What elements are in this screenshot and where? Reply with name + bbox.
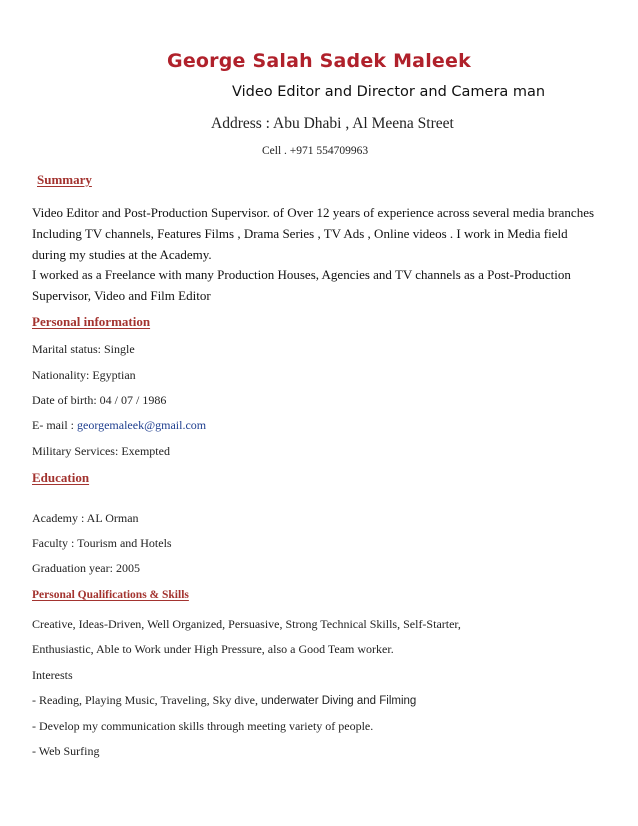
date-of-birth: Date of birth: 04 / 07 / 1986 xyxy=(32,393,167,407)
graduation-year: Graduation year: 2005 xyxy=(32,561,140,575)
marital-status: Marital status: Single xyxy=(32,342,135,356)
education-heading: Education xyxy=(32,470,90,485)
interest-item-1-text: - Reading, Playing Music, Traveling, Sky dive, xyxy=(32,693,261,707)
interest-item-3: - Web Surfing xyxy=(32,744,100,758)
interest-item-1 xyxy=(32,693,416,708)
personal-info-heading: Personal information xyxy=(32,314,151,329)
nationality: Nationality: Egyptian xyxy=(32,368,136,382)
job-title: Video Editor and Director and Camera man xyxy=(232,84,546,100)
address-line: Address : Abu Dhabi , Al Meena Street xyxy=(211,115,454,132)
candidate-name: George Salah Sadek Maleek xyxy=(167,50,471,72)
qualifications-line-2: Enthusiastic, Able to Work under High Pressure, also a Good Team worker. xyxy=(32,642,394,656)
interest-item-2: - Develop my communication skills through meeting variety of people. xyxy=(32,719,374,733)
email-line xyxy=(32,418,206,433)
military-service: Military Services: Exempted xyxy=(32,444,170,458)
education-academy: Academy : AL Orman xyxy=(32,511,139,525)
education-faculty: Faculty : Tourism and Hotels xyxy=(32,536,172,550)
email-link[interactable]: georgemaleek@gmail.com xyxy=(77,418,207,432)
summary-paragraph-1: Video Editor and Post-Production Supervisor. of Over 12 years of experience across several media branches Including TV channels, Features Films , Drama Series , TV Ads , Online videos . I work in Media field during my studies at the Academy. xyxy=(32,205,595,262)
email-label: E- mail : xyxy=(32,418,77,432)
qualifications-line-1: Creative, Ideas-Driven, Well Organized, Persuasive, Strong Technical Skills, Self-Starter, xyxy=(32,617,461,631)
interest-item-1-tail: underwater Diving and Filming xyxy=(261,695,417,707)
phone-line: Cell . +971 554709963 xyxy=(262,145,369,157)
summary-heading: Summary xyxy=(37,172,92,187)
interests-label: Interests xyxy=(32,668,73,682)
qualifications-heading: Personal Qualifications & Skills xyxy=(32,589,189,601)
summary-paragraph-2: I worked as a Freelance with many Production Houses, Agencies and TV channels as a Post-Production Supervisor, Video and Film Editor xyxy=(32,267,571,303)
